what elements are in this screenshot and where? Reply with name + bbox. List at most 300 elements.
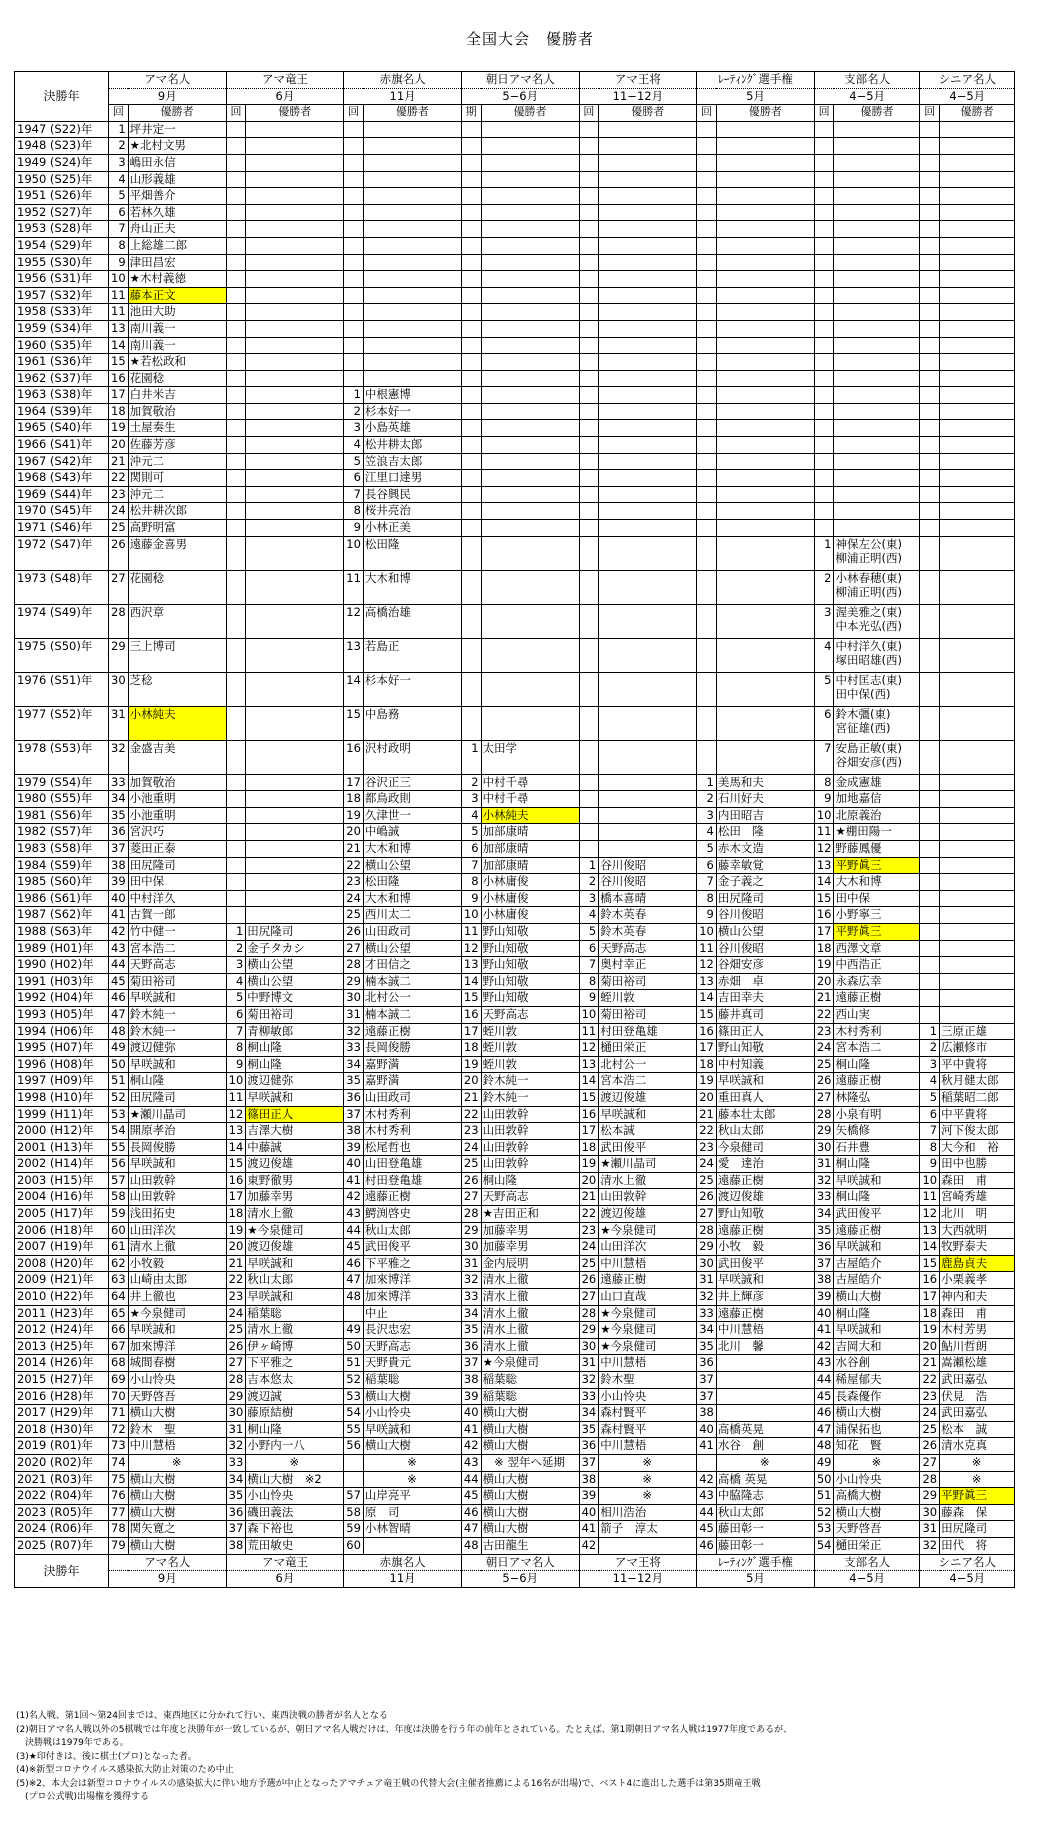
winner-cell: 小野内一八 xyxy=(246,1438,344,1455)
year-cell: 1954 (S29)年 xyxy=(15,237,109,254)
round-cell: 2 xyxy=(920,1040,940,1057)
winner-cell xyxy=(481,453,579,470)
round-cell xyxy=(920,940,940,957)
year-cell: 1990 (H02)年 xyxy=(15,957,109,974)
round-cell xyxy=(226,740,246,774)
winner-cell: 早咲誠和 xyxy=(834,1322,920,1339)
competition-month-footer: 4−5月 xyxy=(920,1571,1015,1588)
round-cell: 13 xyxy=(697,973,717,990)
winner-cell: 水谷 創 xyxy=(716,1438,814,1455)
winner-cell xyxy=(716,486,814,503)
year-cell: 1955 (S30)年 xyxy=(15,254,109,271)
competition-month-footer: 11月 xyxy=(344,1571,462,1588)
round-cell: 10 xyxy=(226,1073,246,1090)
winner-cell xyxy=(599,470,697,487)
round-cell xyxy=(920,204,940,221)
winner-cell xyxy=(834,237,920,254)
winner-cell: 牧野泰夫 xyxy=(940,1239,1015,1256)
winner-cell: 小林庸俊 xyxy=(481,890,579,907)
winner-cell: 遠藤正樹 xyxy=(834,1073,920,1090)
round-cell: 8 xyxy=(226,1040,246,1057)
winner-cell xyxy=(940,287,1015,304)
winner-cell xyxy=(940,1006,1015,1023)
winner-cell xyxy=(481,121,579,138)
winner-cell xyxy=(599,171,697,188)
round-cell: 10 xyxy=(814,807,834,824)
round-cell: 22 xyxy=(579,1206,599,1223)
round-cell xyxy=(461,337,481,354)
round-cell: 2 xyxy=(344,403,364,420)
round-cell: 36 xyxy=(461,1338,481,1355)
round-cell xyxy=(920,874,940,891)
round-cell: 56 xyxy=(109,1156,129,1173)
winner-cell: 高橋英晃 xyxy=(716,1421,814,1438)
winner-cell: 竹中健一 xyxy=(128,923,226,940)
winner-cell xyxy=(246,774,344,791)
round-cell: 36 xyxy=(344,1089,364,1106)
winner-cell: 渡辺健弥 xyxy=(246,1073,344,1090)
winner-cell xyxy=(716,420,814,437)
winner-cell: 遠藤正樹 xyxy=(834,1222,920,1239)
winner-cell: 才田信之 xyxy=(363,957,461,974)
winner-cell: 森田 甫 xyxy=(940,1305,1015,1322)
winner-cell: 桐山隆 xyxy=(481,1172,579,1189)
winner-cell: 楠本誠二 xyxy=(363,1006,461,1023)
round-cell xyxy=(579,154,599,171)
round-cell xyxy=(226,486,246,503)
round-cell: 45 xyxy=(109,973,129,990)
winner-cell: 山田敦幹 xyxy=(481,1123,579,1140)
winner-cell xyxy=(363,204,461,221)
round-cell: 21 xyxy=(344,841,364,858)
competition-month: 4−5月 xyxy=(920,88,1015,105)
round-cell: 40 xyxy=(109,890,129,907)
round-cell xyxy=(461,387,481,404)
year-cell: 2014 (H26)年 xyxy=(15,1355,109,1372)
round-cell: 10 xyxy=(697,923,717,940)
table-row xyxy=(15,706,1015,740)
round-cell: 8 xyxy=(814,774,834,791)
round-cell xyxy=(461,486,481,503)
round-cell xyxy=(344,138,364,155)
winner-cell: 古屋皓介 xyxy=(834,1272,920,1289)
winner-cell xyxy=(363,320,461,337)
round-cell xyxy=(697,387,717,404)
winner-cell: 山田敦幹 xyxy=(481,1139,579,1156)
year-cell: 1958 (S33)年 xyxy=(15,304,109,321)
year-cell: 2021 (R03)年 xyxy=(15,1471,109,1488)
round-cell xyxy=(920,271,940,288)
winner-cell: 横山大樹 xyxy=(834,1289,920,1306)
winner-cell: 渡辺誠 xyxy=(246,1388,344,1405)
winner-cell xyxy=(599,271,697,288)
round-cell: 53 xyxy=(109,1106,129,1123)
winner-cell: 箭子 淳太 xyxy=(599,1521,697,1538)
winner-cell xyxy=(481,204,579,221)
winner-cell xyxy=(834,221,920,238)
year-cell: 1979 (S54)年 xyxy=(15,774,109,791)
winner-cell: 加來博洋 xyxy=(128,1338,226,1355)
round-cell: 53 xyxy=(344,1388,364,1405)
winner-cell xyxy=(716,271,814,288)
winner-cell: 中川慧梧 xyxy=(599,1255,697,1272)
table-row xyxy=(15,824,1015,841)
competition-month-footer: 9月 xyxy=(109,1571,227,1588)
round-cell xyxy=(920,841,940,858)
table-row xyxy=(15,1006,1015,1023)
round-cell: 31 xyxy=(226,1421,246,1438)
winner-cell xyxy=(599,570,697,604)
table-row xyxy=(15,1438,1015,1455)
round-cell: 26 xyxy=(461,1172,481,1189)
round-cell: 39 xyxy=(461,1388,481,1405)
winner-cell: 今泉健司 xyxy=(716,1139,814,1156)
round-cell: 22 xyxy=(920,1372,940,1389)
winner-cell xyxy=(599,791,697,808)
round-cell xyxy=(226,354,246,371)
winner-cell xyxy=(599,672,697,706)
winner-cell xyxy=(940,824,1015,841)
winner-cell: 宮本浩二 xyxy=(599,1073,697,1090)
table-row xyxy=(15,1504,1015,1521)
round-cell xyxy=(579,791,599,808)
round-cell xyxy=(461,171,481,188)
winners-table xyxy=(14,71,1015,1588)
winner-cell xyxy=(246,672,344,706)
round-cell: 6 xyxy=(697,857,717,874)
year-cell: 1957 (S32)年 xyxy=(15,287,109,304)
winner-cell: 山田敦幹 xyxy=(128,1189,226,1206)
winner-cell: 横山大樹 xyxy=(481,1488,579,1505)
round-cell: 44 xyxy=(461,1471,481,1488)
round-cell xyxy=(226,503,246,520)
winner-cell: 鮎川哲朗 xyxy=(940,1338,1015,1355)
year-cell: 1993 (H05)年 xyxy=(15,1006,109,1023)
round-header: 期 xyxy=(461,105,481,122)
winner-cell: 天野貴元 xyxy=(363,1355,461,1372)
table-row xyxy=(15,1537,1015,1554)
table-row xyxy=(15,1189,1015,1206)
winner-cell xyxy=(481,486,579,503)
round-cell xyxy=(579,387,599,404)
winner-cell: 田中保 xyxy=(128,874,226,891)
round-cell xyxy=(814,354,834,371)
winner-cell: 小山怜央 xyxy=(246,1488,344,1505)
round-cell xyxy=(579,486,599,503)
winner-cell: 浦保拓也 xyxy=(834,1421,920,1438)
winner-cell xyxy=(940,706,1015,740)
competition-name: ﾚｰﾃｨﾝｸﾞ選手権 xyxy=(697,72,815,89)
round-cell: 12 xyxy=(344,604,364,638)
round-cell: 65 xyxy=(109,1305,129,1322)
winner-cell xyxy=(363,337,461,354)
winner-cell xyxy=(599,354,697,371)
round-cell xyxy=(344,337,364,354)
winner-cell: 開原孝治 xyxy=(128,1123,226,1140)
winner-cell: 野山知敬 xyxy=(481,957,579,974)
round-cell xyxy=(226,204,246,221)
year-cell: 2016 (H28)年 xyxy=(15,1388,109,1405)
winner-cell: 白井米吉 xyxy=(128,387,226,404)
table-row xyxy=(15,807,1015,824)
winner-cell xyxy=(599,706,697,740)
table-row xyxy=(15,1172,1015,1189)
winner-cell xyxy=(940,420,1015,437)
winner-cell: 嶋田永信 xyxy=(128,154,226,171)
winner-cell: 中脇隆志 xyxy=(716,1488,814,1505)
round-cell: 7 xyxy=(697,874,717,891)
table-row xyxy=(15,1421,1015,1438)
round-cell: 38 xyxy=(697,1405,717,1422)
round-cell: 21 xyxy=(461,1089,481,1106)
round-cell: 18 xyxy=(226,1206,246,1223)
round-cell: 14 xyxy=(344,672,364,706)
round-cell: 43 xyxy=(814,1355,834,1372)
round-cell xyxy=(814,154,834,171)
winner-cell xyxy=(940,774,1015,791)
round-cell: 35 xyxy=(814,1222,834,1239)
round-cell: 44 xyxy=(109,957,129,974)
round-cell xyxy=(461,437,481,454)
winner-cell: 鰐渕啓史 xyxy=(363,1206,461,1223)
winner-cell xyxy=(940,403,1015,420)
round-cell: 11 xyxy=(579,1023,599,1040)
winner-cell xyxy=(834,486,920,503)
table-row xyxy=(15,1405,1015,1422)
winner-cell: 村田登亀雄 xyxy=(363,1172,461,1189)
winner-cell: 江里口達男 xyxy=(363,470,461,487)
round-cell: 17 xyxy=(579,1123,599,1140)
round-cell: 59 xyxy=(344,1521,364,1538)
round-cell: 40 xyxy=(697,1421,717,1438)
winner-cell: 蛭川敦 xyxy=(481,1023,579,1040)
round-cell xyxy=(814,453,834,470)
winner-cell: 中藤誠 xyxy=(246,1139,344,1156)
round-cell xyxy=(579,121,599,138)
table-row xyxy=(15,957,1015,974)
round-cell xyxy=(344,1305,364,1322)
winner-cell: 早咲誠和 xyxy=(128,1156,226,1173)
winner-cell: 小林智晴 xyxy=(363,1521,461,1538)
round-cell xyxy=(226,221,246,238)
winner-cell: 桐山隆 xyxy=(834,1305,920,1322)
round-cell: 1 xyxy=(579,857,599,874)
winner-cell: 横山大樹 xyxy=(128,1537,226,1554)
round-cell: 20 xyxy=(920,1338,940,1355)
round-cell: 17 xyxy=(226,1189,246,1206)
round-cell: 71 xyxy=(109,1405,129,1422)
round-cell: 51 xyxy=(344,1355,364,1372)
round-cell xyxy=(226,237,246,254)
round-cell xyxy=(697,138,717,155)
winner-cell: 武田嘉弘 xyxy=(940,1405,1015,1422)
year-cell: 1965 (S40)年 xyxy=(15,420,109,437)
round-cell: 28 xyxy=(814,1106,834,1123)
page-title: 全国大会 優勝者 xyxy=(465,30,594,48)
year-cell: 1975 (S50)年 xyxy=(15,638,109,672)
round-cell xyxy=(579,824,599,841)
round-cell: 17 xyxy=(814,923,834,940)
winner-cell: 篠田正人 xyxy=(246,1106,344,1123)
footnotes xyxy=(16,1710,1046,1805)
round-cell xyxy=(579,638,599,672)
round-cell: 1 xyxy=(814,536,834,570)
year-cell: 1953 (S28)年 xyxy=(15,221,109,238)
round-cell xyxy=(920,154,940,171)
round-cell: 24 xyxy=(814,1040,834,1057)
round-cell: 3 xyxy=(109,154,129,171)
round-cell: 38 xyxy=(814,1272,834,1289)
footnote-line: (2)朝日アマ名人戦以外の5棋戦では年度と決勝年が一致しているが、朝日アマ名人戦だけは、年度は決勝を行う年の前年とされている。たとえば、第1期朝日アマ名人戦は1977年度であるが、 xyxy=(16,1724,793,1735)
round-cell: 3 xyxy=(814,604,834,638)
round-cell xyxy=(579,520,599,537)
round-cell: 9 xyxy=(814,791,834,808)
year-cell: 2023 (R05)年 xyxy=(15,1504,109,1521)
winner-cell: 遠藤正樹 xyxy=(716,1305,814,1322)
round-cell xyxy=(697,672,717,706)
round-cell xyxy=(920,254,940,271)
round-header: 回 xyxy=(226,105,246,122)
round-cell: 25 xyxy=(579,1255,599,1272)
winner-cell xyxy=(481,536,579,570)
winner-cell xyxy=(940,271,1015,288)
competition-name-footer: 支部名人 xyxy=(814,1554,920,1571)
round-cell: 44 xyxy=(697,1504,717,1521)
winner-cell xyxy=(940,370,1015,387)
round-cell xyxy=(461,672,481,706)
round-cell: 70 xyxy=(109,1388,129,1405)
winner-cell xyxy=(940,221,1015,238)
winner-cell: 平野眞三 xyxy=(940,1488,1015,1505)
round-cell xyxy=(697,437,717,454)
round-cell: 24 xyxy=(461,1139,481,1156)
competition-month: 9月 xyxy=(109,88,227,105)
winner-cell: 加藤幸男 xyxy=(481,1222,579,1239)
round-cell: 3 xyxy=(579,890,599,907)
round-cell xyxy=(226,890,246,907)
round-cell xyxy=(814,387,834,404)
round-cell xyxy=(579,774,599,791)
winner-cell: 平野眞三 xyxy=(834,857,920,874)
winner-cell: 山田政司 xyxy=(363,1089,461,1106)
round-cell: 15 xyxy=(344,706,364,740)
round-cell: 15 xyxy=(226,1156,246,1173)
round-cell xyxy=(920,403,940,420)
winner-cell: 稀屋郁夫 xyxy=(834,1372,920,1389)
winner-cell: 藤原結樹 xyxy=(246,1405,344,1422)
winner-cell xyxy=(599,337,697,354)
winner-cell: 松田 隆 xyxy=(716,824,814,841)
competition-month: 11−12月 xyxy=(579,88,697,105)
round-cell: 52 xyxy=(814,1504,834,1521)
year-cell: 1984 (S59)年 xyxy=(15,857,109,874)
year-cell: 2007 (H19)年 xyxy=(15,1239,109,1256)
winner-cell: 井上徹也 xyxy=(128,1289,226,1306)
winner-cell: 藤本正文 xyxy=(128,287,226,304)
winner-cell: 鈴木純一 xyxy=(128,1023,226,1040)
year-cell: 1983 (S58)年 xyxy=(15,841,109,858)
round-cell: 8 xyxy=(461,874,481,891)
winner-cell: 安島正敏(東) 谷畑安彦(西) xyxy=(834,740,920,774)
round-cell xyxy=(920,320,940,337)
winner-cell xyxy=(599,1537,697,1554)
winner-cell xyxy=(246,354,344,371)
round-cell: 50 xyxy=(109,1056,129,1073)
round-cell: 16 xyxy=(920,1272,940,1289)
round-cell: 14 xyxy=(814,874,834,891)
round-cell: 11 xyxy=(461,923,481,940)
round-cell: 53 xyxy=(814,1521,834,1538)
winner-header: 優勝者 xyxy=(599,105,697,122)
winner-cell xyxy=(716,1355,814,1372)
year-cell: 2012 (H24)年 xyxy=(15,1322,109,1339)
table-row xyxy=(15,138,1015,155)
competition-name-footer: ﾚｰﾃｨﾝｸﾞ選手権 xyxy=(697,1554,815,1571)
round-cell: 25 xyxy=(920,1421,940,1438)
winner-cell: 加藤幸男 xyxy=(481,1239,579,1256)
winner-cell xyxy=(834,304,920,321)
round-cell xyxy=(814,121,834,138)
round-cell: 11 xyxy=(226,1089,246,1106)
round-cell xyxy=(697,453,717,470)
winner-cell: 北川 明 xyxy=(940,1206,1015,1223)
round-cell: 31 xyxy=(920,1521,940,1538)
round-cell xyxy=(697,740,717,774)
year-cell: 2005 (H17)年 xyxy=(15,1206,109,1223)
round-cell: 23 xyxy=(920,1388,940,1405)
round-cell xyxy=(814,486,834,503)
winner-cell: 小山怜央 xyxy=(128,1372,226,1389)
round-cell: 40 xyxy=(461,1405,481,1422)
winner-cell: 鈴木英春 xyxy=(599,907,697,924)
winner-cell: ★今泉健司 xyxy=(481,1355,579,1372)
winner-cell: ★棚田陽一 xyxy=(834,824,920,841)
round-cell: 29 xyxy=(920,1488,940,1505)
winner-cell: 山岸亮平 xyxy=(363,1488,461,1505)
round-cell: 17 xyxy=(344,774,364,791)
winner-cell: 西山実 xyxy=(834,1006,920,1023)
round-cell: 19 xyxy=(579,1156,599,1173)
winner-cell: 楠本誠二 xyxy=(363,973,461,990)
winner-cell: 桜井亮治 xyxy=(363,503,461,520)
round-cell xyxy=(226,570,246,604)
winner-cell: 藤幸敏覚 xyxy=(716,857,814,874)
round-cell xyxy=(920,824,940,841)
round-cell: 5 xyxy=(461,824,481,841)
winner-cell xyxy=(481,320,579,337)
winner-cell xyxy=(940,940,1015,957)
round-cell: 5 xyxy=(697,841,717,858)
round-cell: 18 xyxy=(109,403,129,420)
winner-cell: 横山大樹 xyxy=(363,1438,461,1455)
winner-cell xyxy=(716,254,814,271)
round-cell xyxy=(579,536,599,570)
table-row xyxy=(15,1272,1015,1289)
round-cell xyxy=(697,520,717,537)
round-cell: 23 xyxy=(579,1222,599,1239)
round-cell: 34 xyxy=(814,1206,834,1223)
winner-cell: 加部康晴 xyxy=(481,857,579,874)
competition-name-footer: アマ名人 xyxy=(109,1554,227,1571)
winner-cell: 蛭川敦 xyxy=(599,990,697,1007)
winner-cell: 遠藤正樹 xyxy=(363,1023,461,1040)
round-cell: 8 xyxy=(109,237,129,254)
winner-cell: 谷川俊昭 xyxy=(716,907,814,924)
year-cell: 2019 (R01)年 xyxy=(15,1438,109,1455)
round-cell: 9 xyxy=(344,520,364,537)
table-row xyxy=(15,237,1015,254)
table-row xyxy=(15,1106,1015,1123)
